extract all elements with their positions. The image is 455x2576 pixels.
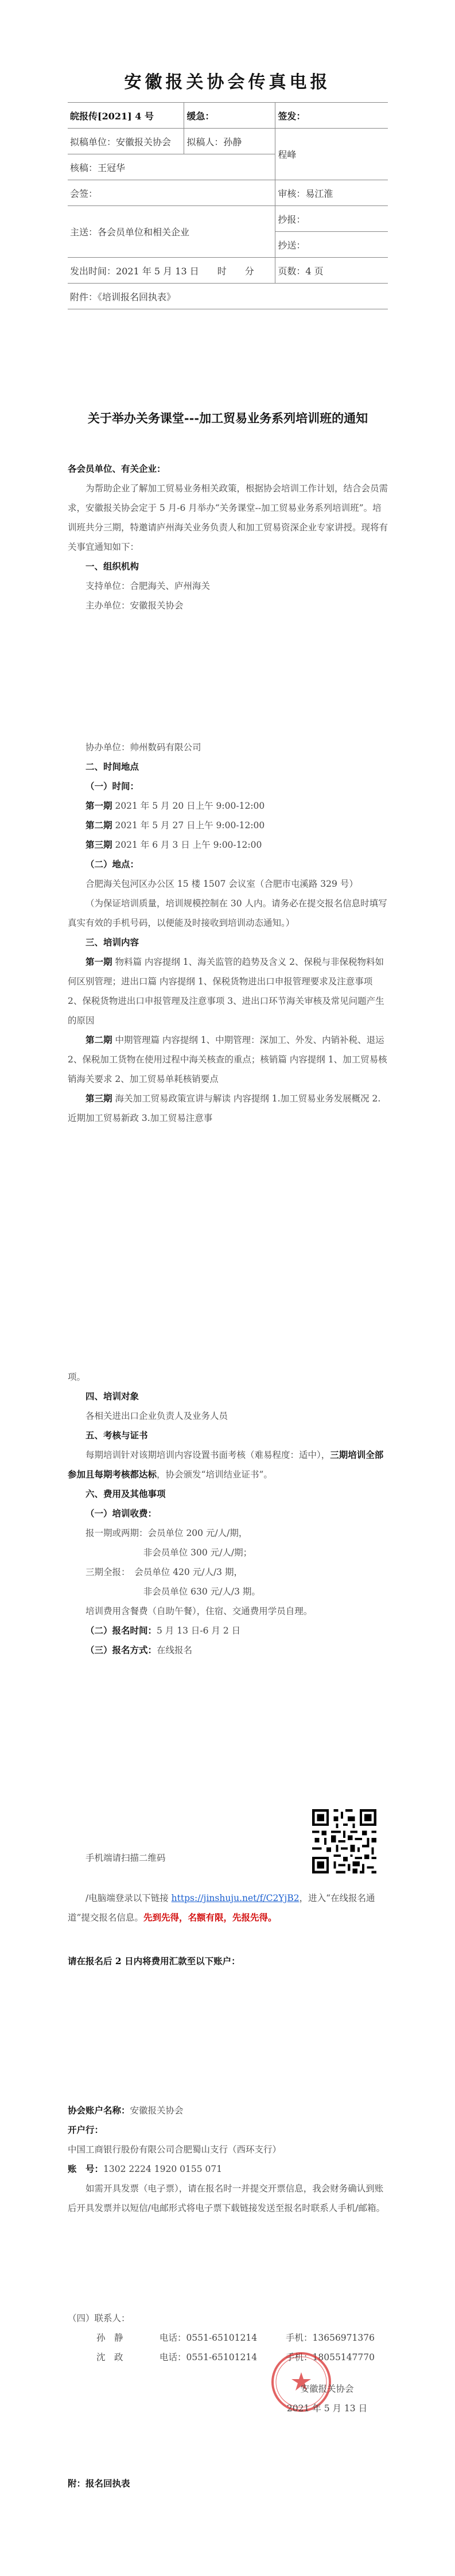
invoice-note: 如需开具发票（电子票），请在报名时一并提交开票信息，我会财务确认到账后开具发票并以短信/电邮形式将电子票下载链接发送至报名时联系人手机/邮箱。 — [68, 2183, 385, 2213]
signature — [264, 2379, 390, 2418]
account-name: 安徽报关协会 — [130, 2105, 184, 2116]
attachment-footer — [68, 2474, 389, 2493]
account-no-label: 账 号： — [68, 2163, 104, 2174]
seal-label: 会签： — [70, 188, 98, 199]
host-unit: 主办单位：安徽报关协会 — [85, 600, 184, 611]
section1-title: 一、组织机构 — [85, 561, 139, 572]
signer-value: 程峰 — [278, 149, 297, 160]
doc-number: 皖报传[2021] 4 号 — [68, 103, 184, 129]
contact-mobile: 手机：13656971376 — [286, 2333, 375, 2343]
signature-org: 安徽报关协会 — [300, 2384, 354, 2394]
cc-send-label: 抄送： — [278, 239, 306, 251]
section2 — [68, 738, 389, 1128]
fee-title: （一）培训收费： — [85, 1508, 157, 1519]
exam-text-c: ，协会颁发“培训结业证书”。 — [157, 1469, 273, 1480]
contact-row — [68, 2348, 389, 2367]
notice-heading: 关于举办关务课堂---加工贸易业务系列培训班的通知 — [87, 411, 368, 425]
phase3-content-tail: 项。 — [68, 1372, 86, 1382]
contact-tel: 电话：0551-65101214 — [160, 2333, 258, 2343]
section6-title: 六、费用及其他事项 — [85, 1488, 166, 1499]
time-title: （一）时间： — [85, 781, 139, 792]
exam-text-a: 每期培训针对该期培训内容设置书面考核（难易程度：适中）， — [85, 1450, 330, 1460]
section4-title: 四、培训对象 — [85, 1391, 139, 1402]
cc-report-label: 抄报： — [278, 214, 306, 225]
fee2-label: 三期全报： — [85, 1567, 126, 1577]
phase2-label: 第二期 — [85, 1034, 112, 1045]
signup-link[interactable]: https://jinshuju.net/f/C2YjB2 — [171, 1893, 300, 1903]
attachment-label: 附件： — [70, 291, 98, 302]
account-no: 1302 2224 1920 0155 071 — [103, 2164, 223, 2174]
pc-signup-text-c: 先到先得，名额有限，先报先得。 — [143, 1912, 277, 1923]
phase1-label: 第一期 — [85, 956, 112, 967]
issuer-unit-label: 拟稿单位： — [70, 136, 116, 148]
pages-label: 页数： — [278, 265, 306, 277]
co-organizer: 协办单位：帅州数码有限公司 — [85, 742, 201, 752]
fee1-member: 会员单位 200 元/人/期， — [147, 1528, 248, 1538]
contact-name: 沈 政 — [96, 2352, 123, 2362]
session3-label: 第三期 — [85, 839, 112, 850]
notice-intro — [68, 459, 389, 615]
checker-label: 核稿： — [70, 162, 98, 173]
sign-label: 签发： — [278, 110, 306, 122]
session2-label: 第二期 — [85, 820, 112, 831]
fee-note: 培训费用含餐费（自助午餐），住宿、交通费用学员自理。 — [85, 1606, 313, 1616]
exam-text-b: 三期培训全部参加且每期考核都达标 — [68, 1449, 384, 1480]
signature-date: 2021 年 5 月 13 日 — [286, 2403, 368, 2414]
place-title: （二）地点： — [85, 859, 139, 870]
place-text: 合肥海关包河区办公区 15 楼 1507 会议室（合肥市屯溪路 329 号） — [85, 879, 358, 889]
send-time-value: 2021 年 5 月 13 日 时 分 — [116, 265, 254, 277]
main-send-label: 主送： — [70, 227, 98, 238]
drafter-label: 拟稿人： — [186, 136, 224, 148]
emergency-label: 缓急： — [186, 110, 215, 122]
pc-signup — [68, 1888, 389, 1927]
account-name-label: 协会账户名称： — [68, 2105, 130, 2116]
salutation: 各会员单位、有关企业： — [68, 463, 166, 474]
bank-name: 中国工商银行股份有限公司合肥蜀山支行（西环支行） — [68, 2144, 282, 2155]
payment-note — [68, 1952, 389, 1971]
session2-time: 2021 年 5 月 27 日上午 9:00-12:00 — [115, 820, 265, 831]
pages-value: 4 页 — [305, 265, 324, 277]
signup-time-title: （二）报名时间： — [85, 1625, 157, 1636]
fee2-member: 会员单位 420 元/人/3 期， — [134, 1567, 243, 1577]
section4-5 — [68, 1367, 389, 1660]
attachment-value: 《培训报名回执表》 — [98, 291, 176, 302]
capacity-note: （为保证培训质量，培训规模控制在 30 人内。请务必在提交报名信息时填写真实有效的手机号码，以便能及时接收到培训动态通知。） — [68, 898, 387, 928]
drafter-value: 孙静 — [223, 136, 242, 148]
signup-qr-code-icon[interactable] — [310, 1807, 379, 1876]
session1-time: 2021 年 5 月 20 日上午 9:00-12:00 — [115, 801, 265, 811]
contacts — [68, 2309, 389, 2367]
signup-time-value: 5 月 13 日-6 月 2 日 — [157, 1625, 241, 1636]
support-units: 支持单位：合肥海关、庐州海关 — [85, 581, 211, 591]
fee1-label: 报一期或两期： — [85, 1528, 148, 1538]
pc-signup-text-b: ，进入“在线报名通道”提交报名信息。 — [68, 1893, 375, 1923]
section3-title: 三、培训内容 — [85, 937, 139, 948]
bank-label: 开户行： — [68, 2124, 104, 2135]
review-value: 易江淮 — [305, 188, 333, 199]
signup-way-value: 在线报名 — [157, 1645, 193, 1655]
fee2-nonmember: 非会员单位 630 元/人/3 期。 — [143, 1586, 260, 1597]
contact-mobile: 手机：18055147770 — [286, 2352, 375, 2362]
contact-row — [68, 2328, 389, 2348]
audience-text: 各相关进出口企业负责人及业务人员 — [85, 1411, 228, 1421]
checker-value: 王冠华 — [98, 162, 126, 173]
qr-hint — [68, 1848, 297, 1868]
document-title: 安徽报关协会传真电报 — [124, 72, 331, 92]
attachment-footer-text: 附：报名回执表 — [68, 2478, 130, 2489]
qr-label: 手机端请扫描二维码 — [85, 1853, 166, 1863]
signup-way-title: （三）报名方式： — [85, 1644, 157, 1655]
phase3-label: 第三期 — [85, 1093, 112, 1104]
phase1-content: 物料篇 内容提纲 1、海关监管的趋势及含义 2、保税与非保税物料如何区别管理；进出口篇 内容提纲 1、保税货物进出口申报管理要求及注意事项 2、保税货物进出口申报管理及注意事项 3、进出口环节海关审核及常见问题产生的原因 — [68, 957, 384, 1026]
section2-title: 二、时间地点 — [85, 761, 139, 772]
main-send-value: 各会员单位和相关企业 — [98, 227, 190, 238]
phase3-content: 海关加工贸易政策宣讲与解读 内容提纲 1.加工贸易业务发展概况 2.近期加工贸易新政 3.加工贸易注意事 — [68, 1093, 381, 1123]
contacts-title: （四）联系人： — [68, 2313, 130, 2323]
contact-tel: 电话：0551-65101214 — [160, 2352, 258, 2362]
fee1-nonmember: 非会员单位 300 元/人/期； — [143, 1547, 252, 1558]
section5-title: 五、考核与证书 — [85, 1430, 148, 1441]
intro-paragraph: 为帮助企业了解加工贸易业务相关政策，根据协会培训工作计划，结合会员需求，安徽报关协会定于 5 月-6 月举办“关务课堂--加工贸易业务系列培训班”。培训班共分三期，特邀请庐州海关业务负责人和加工贸易资深企业专家讲授。现将有关事宜通知如下： — [68, 483, 388, 552]
phase2-content: 中期管理篇 内容提纲 1、中期管理：深加工、外发、内销补税、退运 2、保税加工货物在使用过程中海关核查的重点；核销篇 内容提纲 1、加工贸易核销海关要求 2、加工贸易单耗核销要点 — [68, 1035, 387, 1084]
payment-note-text: 请在报名后 2 日内将费用汇款至以下账户： — [68, 1956, 240, 1966]
contact-name: 孙 静 — [96, 2333, 123, 2343]
session3-time: 2021 年 6 月 3 日 上午 9:00-12:00 — [115, 840, 262, 850]
account-info — [68, 2101, 389, 2218]
header-table — [68, 102, 388, 309]
issuer-unit-value: 安徽报关协会 — [116, 136, 172, 148]
session1-label: 第一期 — [85, 800, 112, 811]
review-label: 审核： — [278, 188, 306, 199]
send-time-label: 发出时间： — [70, 265, 116, 277]
pc-signup-text-a: /电脑端登录以下链接 — [85, 1893, 172, 1903]
